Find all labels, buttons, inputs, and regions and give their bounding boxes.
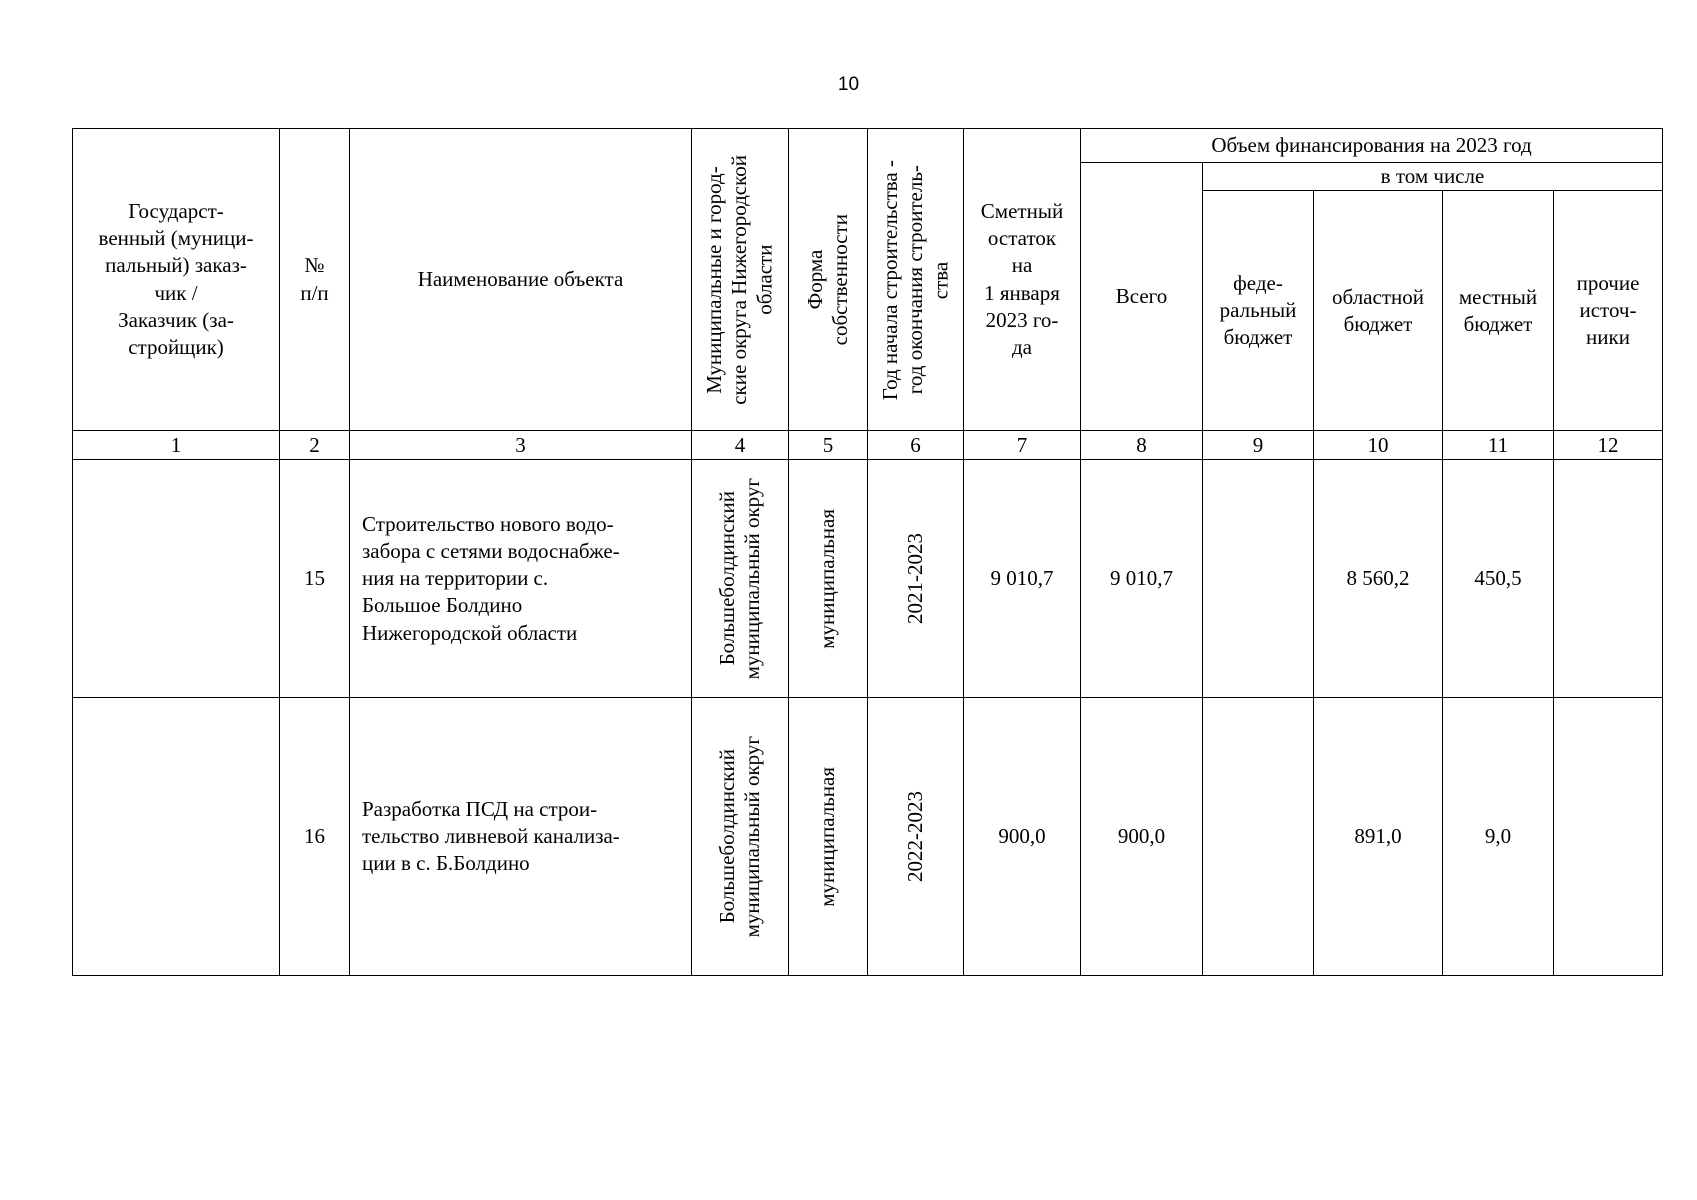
column-number: 5 <box>789 431 868 460</box>
column-number: 12 <box>1554 431 1663 460</box>
row-district-text: Большеболдинский муниципальный округ <box>714 478 764 680</box>
header-regional: областной бюджет <box>1314 191 1443 431</box>
column-number: 10 <box>1314 431 1443 460</box>
header-total: Всего <box>1081 163 1203 431</box>
row-regional: 891,0 <box>1314 698 1443 976</box>
row-district-text: Большеболдинский муниципальный округ <box>714 736 764 938</box>
object-name-line: ния на территории с. <box>362 566 549 591</box>
column-number: 11 <box>1443 431 1554 460</box>
row-district <box>692 460 789 698</box>
column-number: 7 <box>964 431 1081 460</box>
row-total: 9 010,7 <box>1081 460 1203 698</box>
row-customer <box>73 460 280 698</box>
header-object-name: Наименование объекта <box>350 129 692 431</box>
column-number: 2 <box>280 431 350 460</box>
header-other: прочие источ- ники <box>1554 191 1663 431</box>
object-name-line: Разработка ПСД на строи- <box>362 796 598 821</box>
header-ownership-text: Форма собственности <box>802 213 852 346</box>
row-years-text: 2022-2023 <box>902 791 927 883</box>
header-no: № п/п <box>280 129 350 431</box>
table-row <box>73 460 1663 698</box>
page-number: 10 <box>837 74 860 95</box>
row-object-name <box>350 698 692 976</box>
financing-table <box>72 128 1663 976</box>
row-object-name <box>350 460 692 698</box>
header-estimate-balance: Сметный остаток на 1 января 2023 го- да <box>964 129 1081 431</box>
column-number: 6 <box>868 431 964 460</box>
row-local: 450,5 <box>1443 460 1554 698</box>
object-name-line: Нижегородской области <box>362 620 578 645</box>
row-federal <box>1203 698 1314 976</box>
row-number: 15 <box>280 460 350 698</box>
header-ownership <box>789 129 868 431</box>
row-years-text: 2021-2023 <box>902 533 927 625</box>
row-ownership <box>789 460 868 698</box>
row-district <box>692 698 789 976</box>
row-ownership <box>789 698 868 976</box>
row-estimate-balance: 9 010,7 <box>964 460 1081 698</box>
column-number: 9 <box>1203 431 1314 460</box>
header-financing: Объем финансирования на 2023 год <box>1081 129 1663 163</box>
header-customer: Государст- венный (муници- пальный) заказ- чик / Заказчик (за- стройщик) <box>73 129 280 431</box>
header-including: в том числе <box>1203 163 1663 191</box>
object-name-line: забора с сетями водоснабже- <box>362 538 620 563</box>
row-years <box>868 698 964 976</box>
column-number: 3 <box>350 431 692 460</box>
column-number: 1 <box>73 431 280 460</box>
row-other <box>1554 460 1663 698</box>
column-number: 4 <box>692 431 789 460</box>
header-local: местный бюджет <box>1443 191 1554 431</box>
column-number: 8 <box>1081 431 1203 460</box>
row-ownership-text: муниципальная <box>815 508 840 649</box>
row-ownership-text: муниципальная <box>815 766 840 907</box>
object-name-line: ции в с. Б.Болдино <box>362 851 530 876</box>
table-row <box>73 698 1663 976</box>
header-districts <box>692 129 789 431</box>
row-other <box>1554 698 1663 976</box>
row-local: 9,0 <box>1443 698 1554 976</box>
header-districts-text: Муниципальные и город- ские округа Нижегородской области <box>702 154 777 405</box>
header-years-text: Год начала строительства - год окончания строитель- ства <box>877 159 953 400</box>
object-name-line: Большое Болдино <box>362 593 523 618</box>
row-customer <box>73 698 280 976</box>
object-name-line: Строительство нового водо- <box>362 511 614 536</box>
row-federal <box>1203 460 1314 698</box>
header-row-1 <box>73 129 1663 163</box>
header-federal: феде- ральный бюджет <box>1203 191 1314 431</box>
object-name-line: тельство ливневой канализа- <box>362 824 620 849</box>
row-total: 900,0 <box>1081 698 1203 976</box>
row-number: 16 <box>280 698 350 976</box>
header-years <box>868 129 964 431</box>
row-regional: 8 560,2 <box>1314 460 1443 698</box>
row-years <box>868 460 964 698</box>
row-estimate-balance: 900,0 <box>964 698 1081 976</box>
column-numbers-row <box>73 431 1663 460</box>
